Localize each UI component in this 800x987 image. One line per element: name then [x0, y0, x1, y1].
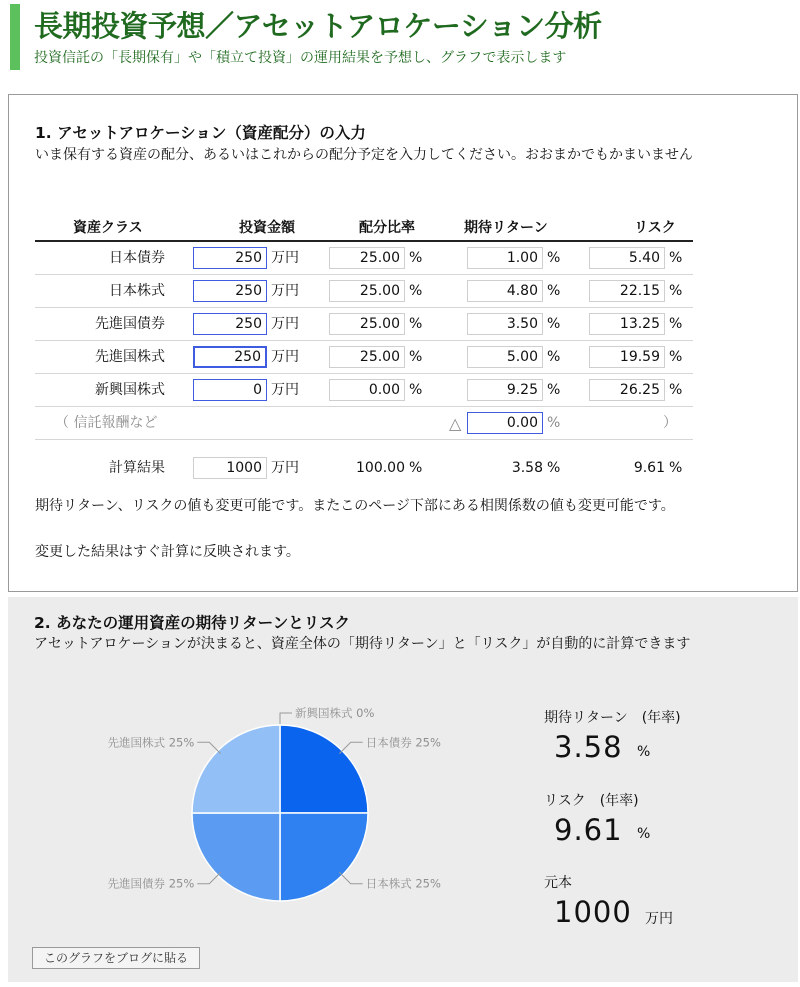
- col-header-expected: 期待リターン: [464, 220, 548, 236]
- unit-percent: %: [669, 283, 683, 299]
- ratio-value: 25.00: [329, 280, 405, 302]
- table-row: [35, 308, 693, 341]
- risk-value: 9.61: [554, 813, 623, 847]
- asset-name: 新興国株式: [95, 382, 165, 398]
- unit-percent: %: [669, 349, 683, 365]
- expected-return-input[interactable]: 4.80: [467, 280, 543, 302]
- unit-percent: %: [669, 382, 683, 398]
- pie-slice-4: [192, 725, 280, 813]
- amount-input[interactable]: 250: [193, 280, 267, 302]
- triangle-icon: △: [449, 414, 462, 433]
- fee-row: [35, 407, 693, 440]
- page-subtitle: 投資信託の「長期保有」や「積立て投資」の運用結果を予想し、グラフで表示します: [34, 50, 567, 66]
- section2-title: 2. あなたの運用資産の期待リターンとリスク: [34, 614, 350, 632]
- fee-label: （ 信託報酬など: [55, 415, 158, 431]
- unit-percent: %: [409, 283, 423, 299]
- table-row: [35, 341, 693, 374]
- table-row: [35, 242, 693, 275]
- asset-name: 日本株式: [109, 283, 165, 299]
- pie-label-4: 先進国株式 25%: [107, 735, 195, 750]
- col-header-amount: 投資金額: [239, 220, 295, 236]
- fee-input[interactable]: 0.00: [467, 412, 543, 434]
- amount-input[interactable]: 0: [193, 379, 267, 401]
- risk-unit: %: [637, 826, 651, 842]
- risk-input[interactable]: 13.25: [589, 313, 665, 335]
- pie-slice-1: [280, 725, 368, 813]
- fee-close-paren: ）: [663, 415, 677, 431]
- expected-return-unit: %: [637, 744, 651, 760]
- expected-return-label: 期待リターン (年率): [544, 710, 681, 726]
- unit-man-yen: 万円: [271, 382, 299, 398]
- ratio-value: 25.00: [329, 247, 405, 269]
- principal-unit: 万円: [645, 911, 673, 927]
- result-section: [8, 597, 798, 982]
- section1-title: 1. アセットアロケーション（資産配分）の入力: [35, 124, 366, 142]
- total-risk: 9.61: [633, 460, 665, 476]
- expected-return-input[interactable]: 1.00: [467, 247, 543, 269]
- unit-man-yen: 万円: [271, 349, 299, 365]
- col-header-ratio: 配分比率: [359, 220, 415, 236]
- page-header: [0, 0, 800, 75]
- note-recalc: 変更した結果はすぐ計算に反映されます。: [35, 544, 300, 560]
- total-row: [35, 452, 693, 485]
- pie-label-2: 日本株式 25%: [365, 876, 441, 891]
- asset-name: 日本債券: [109, 250, 165, 266]
- unit-percent: %: [547, 250, 561, 266]
- asset-name: 先進国債券: [95, 316, 165, 332]
- amount-input-focused[interactable]: 250: [193, 346, 267, 368]
- principal-value: 1000: [554, 895, 632, 929]
- unit-man-yen: 万円: [271, 316, 299, 332]
- section1-description: いま保有する資産の配分、あるいはこれからの配分予定を入力してください。おおまかでもかまいません: [35, 147, 693, 163]
- unit-percent: %: [409, 349, 423, 365]
- page-title: 長期投資予想／アセットアロケーション分析: [34, 9, 602, 43]
- pie-label-3: 先進国債券 25%: [107, 876, 195, 891]
- unit-man-yen: 万円: [271, 283, 299, 299]
- unit-percent: %: [547, 415, 561, 431]
- expected-return-input[interactable]: 5.00: [467, 346, 543, 368]
- ratio-value: 25.00: [329, 346, 405, 368]
- unit-percent: %: [547, 349, 561, 365]
- total-label: 計算結果: [109, 460, 165, 476]
- unit-percent: %: [669, 316, 683, 332]
- risk-input[interactable]: 5.40: [589, 247, 665, 269]
- section2-description: アセットアロケーションが決まると、資産全体の「期待リターン」と「リスク」が自動的に計算できます: [34, 636, 691, 652]
- unit-percent: %: [547, 460, 561, 476]
- unit-percent: %: [669, 460, 683, 476]
- expected-return-input[interactable]: 3.50: [467, 313, 543, 335]
- table-row: [35, 275, 693, 308]
- unit-percent: %: [669, 250, 683, 266]
- unit-percent: %: [547, 316, 561, 332]
- total-expected-return: 3.58: [511, 460, 543, 476]
- unit-percent: %: [547, 382, 561, 398]
- expected-return-value: 3.58: [554, 730, 623, 764]
- unit-man-yen: 万円: [271, 460, 299, 476]
- risk-input[interactable]: 22.15: [589, 280, 665, 302]
- col-header-asset: 資産クラス: [73, 220, 143, 236]
- amount-input[interactable]: 250: [193, 313, 267, 335]
- total-ratio: 100.00: [356, 460, 405, 476]
- ratio-value: 0.00: [329, 379, 405, 401]
- unit-percent: %: [409, 382, 423, 398]
- pie-label-0: 新興国株式 0%: [295, 706, 375, 720]
- total-amount: 1000: [193, 457, 267, 479]
- unit-percent: %: [409, 316, 423, 332]
- pie-slice-3: [192, 813, 280, 901]
- asset-name: 先進国株式: [95, 349, 165, 365]
- allocation-input-section: [8, 94, 798, 592]
- principal-label: 元本: [544, 875, 572, 891]
- col-header-risk: リスク: [634, 220, 676, 236]
- risk-label: リスク (年率): [544, 793, 639, 809]
- table-row: [35, 374, 693, 407]
- allocation-pie-chart: [68, 706, 488, 941]
- header-accent-bar: [10, 4, 20, 70]
- post-to-blog-button[interactable]: このグラフをブログに貼る: [32, 947, 200, 969]
- unit-man-yen: 万円: [271, 250, 299, 266]
- unit-percent: %: [409, 250, 423, 266]
- unit-percent: %: [409, 460, 423, 476]
- ratio-value: 25.00: [329, 313, 405, 335]
- risk-input[interactable]: 19.59: [589, 346, 665, 368]
- risk-input[interactable]: 26.25: [589, 379, 665, 401]
- pie-label-1: 日本債券 25%: [365, 735, 441, 750]
- note-editable: 期待リターン、リスクの値も変更可能です。またこのページ下部にある相関係数の値も変更可能です。: [35, 498, 675, 514]
- amount-input[interactable]: 250: [193, 247, 267, 269]
- unit-percent: %: [547, 283, 561, 299]
- pie-slice-2: [280, 813, 368, 901]
- expected-return-input[interactable]: 9.25: [467, 379, 543, 401]
